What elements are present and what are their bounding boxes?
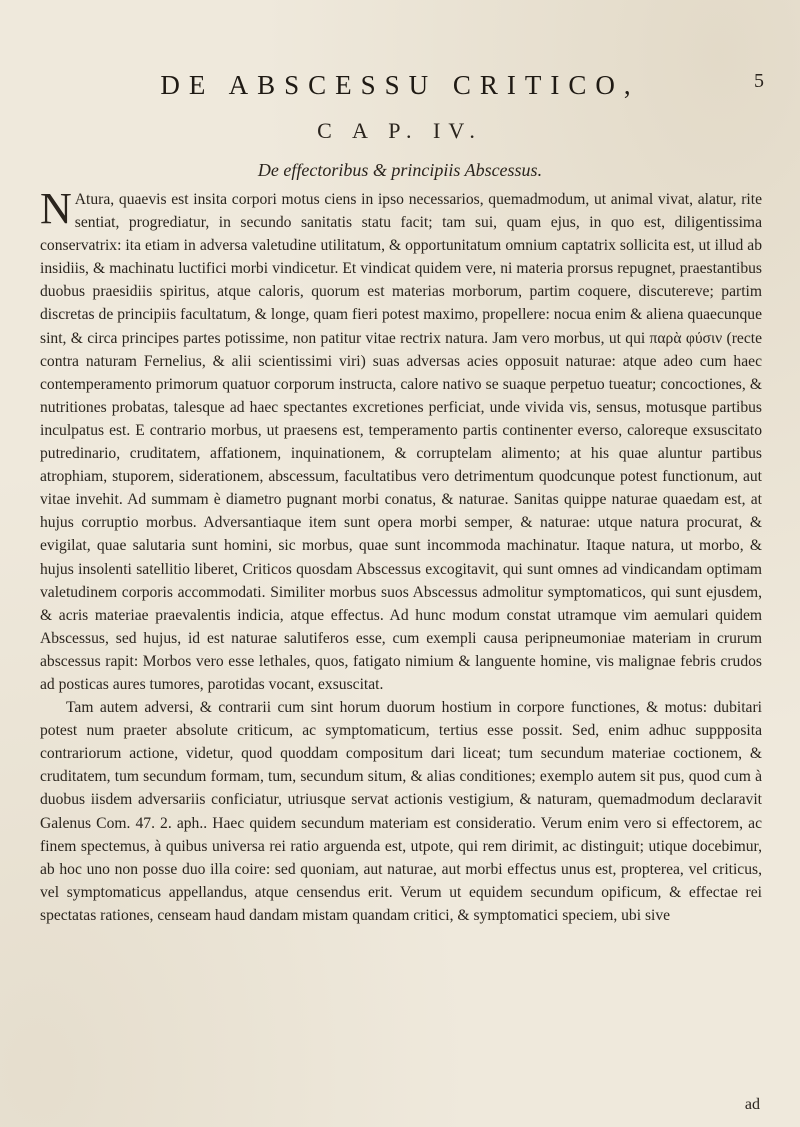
chapter-heading: C A P. IV. <box>317 118 483 143</box>
page-number: 5 <box>754 70 764 92</box>
catchword: ad <box>744 1096 760 1113</box>
running-title: DE ABSCESSU CRITICO, <box>160 70 640 100</box>
paragraph-1-text: Atura, quaevis est insita corpori motus ciens in ipso necessarios, quemadmodum, ut animal vivat, alatur, rite sentiat, progrediatur, in secundo sanitatis statu facit; tam sui, quam ejus, in quo est, diligentissima conservatrix: ita etiam in adversa valetudine utilitatum, & opportunitatum omnium captatrix sollicita est, ut illud ab insidiis, & machinatu luctifici morbi vindicetur. Et vindicat quidem vere, ni materia prorsus repugnet, praestantibus duobus praesidiis spiritus, atque caloris, quorum est materias morborum, partim coquere, discutereve; partim discretas de principiis facultatum, & longe, quam fieri potest maximo, propellere: nocua enim & aliena quaecunque sint, & circa principes partes potissime, non patitur vitae rectrix natura. Jam vero morbus, ut qui παρὰ φύσιν (recte contra naturam Fernelius, & alii scientissimi viri) suas adversas acies opposuit naturae: atque adeo cum haec contemperamento primorum quatuor corporum instructa, calore nativo se suaque perpetuo tueatur; concoctiones, & nutritiones probatas, talesque ad haec spectantes excretiones perficiat, unde vivida vis, sensus, motusque partibus inculpatus est. E contrario morbus, ut praesens est, temperamento partis continenter everso, caloreque exsuscitato putredinario, cruditatem, affationem, inquinationem, & corruptelam alimento; at his quae aluntur partibus atrophiam, stuporem, siderationem, abscessum, facultatibus vero detrimentum quodcunque potest functionum, aut vitae invehit. Ad summam è diametro pugnant morbi conatus, & naturae. Sanitas quippe naturae quaedam est, at hujus corruptio morbus. Adversantiaque item sunt opera morbi semper, & naturae: utque natura procurat, & evigilat, quae salutaria sunt homini, sic morbus, quae sunt incommoda machinatur. Itaque natura, ut morbo, & hujus insolenti satellitio liberet, Criticos quosdam Abscessus excogitavit, qui sunt omnes ad vindicandam optimam valetudinem corporis accommodati. Similiter morbus suos Abscessus admolitur symptomaticos, qui sunt ejusdem, & acris materiae praevalentis indicia, atque effectus. Ad hunc modum constat utramque vim aemulari quidem Abscessus, sed hujus, id est naturae salutiferos esse, cum exempli causa peripneumoniae materiam in crurum abscessus rapit: Morbos vero esse lethales, quos, fatigato nimium & languente homine, vis malignae febris crudos ad posticas aures tumores, parotidas vocant, exsuscitat. <box>40 191 762 693</box>
chapter-subtitle: De effectoribus & principiis Abscessus. <box>257 160 543 180</box>
paragraph-2: Tam autem adversi, & contrarii cum sint horum duorum hostium in corpore functiones, & motus: dubitari potest num praeter absolute criticum, ac symptomaticum, tertius esse possit. Sed, enim adhuc suppposita contrariorum actione, videtur, quod quoddam compositum dari liceat; tum secundum materiae coctionem, & cruditatem, tum secundum formam, tum, secundum situm, & alias conditiones; exemplo autem sit pus, quod cum à duobus iisdem adversariis conficiatur, utriusque servat actionis vestigium, & naturam, quemadmodum declaravit Galenus Com. 47. 2. aph.. Haec quidem secundum materiam est consideratio. Verum enim vero si effectorem, ac finem spectemus, à quibus universa rei ratio arguenda est, utpote, qui rem dirimit, ac distinguit; utique docebimur, ab hoc uno non posse duo illa coire: sed quoniam, aut naturae, aut morbi effectus unus est, propterea, vel criticus, vel symptomaticus appellandus, atque censendus erit. Verum ut equidem secundum opificum, & effectae rei spectatas rationes, censeam haud dandam mistam quandam critici, & symptomatici speciem, ubi sive <box>40 699 762 924</box>
drop-cap-initial: N <box>40 184 72 233</box>
body-text <box>40 184 762 927</box>
paragraph-1 <box>40 184 762 696</box>
